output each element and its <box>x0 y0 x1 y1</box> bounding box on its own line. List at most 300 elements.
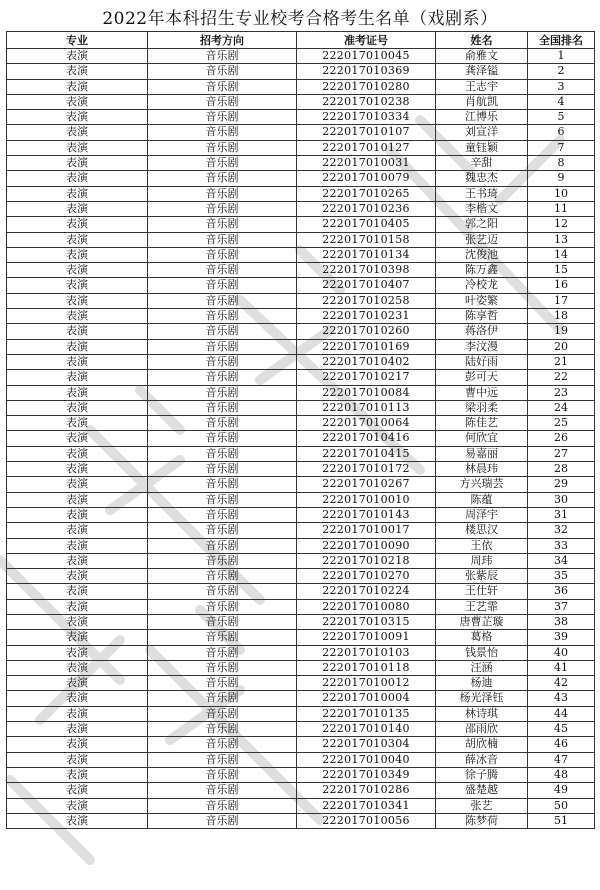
table-row <box>7 79 595 94</box>
cell-rank: 2 <box>528 64 595 79</box>
cell-exam-id: 222017010134 <box>297 247 436 262</box>
cell-direction: 音乐剧 <box>148 400 297 415</box>
cell-major: 表演 <box>7 446 148 461</box>
cell-exam-id: 222017010031 <box>297 156 436 171</box>
cell-exam-id: 222017010270 <box>297 569 436 584</box>
cell-exam-id: 222017010265 <box>297 186 436 201</box>
cell-major: 表演 <box>7 737 148 752</box>
cell-rank: 33 <box>528 538 595 553</box>
table-row <box>7 630 595 645</box>
cell-direction: 音乐剧 <box>148 64 297 79</box>
cell-rank: 31 <box>528 507 595 522</box>
cell-name: 方兴瑞芸 <box>436 477 528 492</box>
table-row <box>7 247 595 262</box>
cell-name: 楼思汉 <box>436 523 528 538</box>
cell-rank: 5 <box>528 110 595 125</box>
table-row <box>7 584 595 599</box>
cell-rank: 49 <box>528 783 595 798</box>
cell-exam-id: 222017010341 <box>297 798 436 813</box>
table-row <box>7 492 595 507</box>
cell-rank: 20 <box>528 339 595 354</box>
cell-exam-id: 222017010415 <box>297 446 436 461</box>
cell-name: 徐子腾 <box>436 767 528 782</box>
cell-exam-id: 222017010135 <box>297 706 436 721</box>
table-row <box>7 217 595 232</box>
cell-major: 表演 <box>7 660 148 675</box>
cell-name: 张艺迈 <box>436 232 528 247</box>
page-title: 2022年本科招生专业校考合格考生名单（戏剧系） <box>102 9 498 29</box>
cell-rank: 34 <box>528 553 595 568</box>
cell-exam-id: 222017010084 <box>297 385 436 400</box>
cell-name: 杨迪 <box>436 676 528 691</box>
cell-major: 表演 <box>7 477 148 492</box>
table-row <box>7 64 595 79</box>
cell-direction: 音乐剧 <box>148 752 297 767</box>
table-row <box>7 507 595 522</box>
cell-name: 郭之阳 <box>436 217 528 232</box>
table-row <box>7 324 595 339</box>
cell-exam-id: 222017010402 <box>297 354 436 369</box>
cell-name: 辛甜 <box>436 156 528 171</box>
cell-major: 表演 <box>7 752 148 767</box>
cell-direction: 音乐剧 <box>148 217 297 232</box>
cell-direction: 音乐剧 <box>148 813 297 828</box>
cell-rank: 4 <box>528 94 595 109</box>
table-row <box>7 767 595 782</box>
cell-exam-id: 222017010304 <box>297 737 436 752</box>
cell-name: 张艺 <box>436 798 528 813</box>
table-row <box>7 416 595 431</box>
cell-major: 表演 <box>7 79 148 94</box>
cell-major: 表演 <box>7 263 148 278</box>
cell-exam-id: 222017010315 <box>297 614 436 629</box>
cell-major: 表演 <box>7 354 148 369</box>
table-row <box>7 722 595 737</box>
table-row <box>7 186 595 201</box>
cell-major: 表演 <box>7 110 148 125</box>
cell-major: 表演 <box>7 140 148 155</box>
cell-major: 表演 <box>7 462 148 477</box>
cell-name: 李楷文 <box>436 201 528 216</box>
cell-major: 表演 <box>7 599 148 614</box>
cell-direction: 音乐剧 <box>148 79 297 94</box>
cell-direction: 音乐剧 <box>148 676 297 691</box>
cell-rank: 47 <box>528 752 595 767</box>
cell-rank: 15 <box>528 263 595 278</box>
cell-exam-id: 222017010169 <box>297 339 436 354</box>
table-row <box>7 431 595 446</box>
cell-major: 表演 <box>7 247 148 262</box>
cell-rank: 16 <box>528 278 595 293</box>
cell-rank: 27 <box>528 446 595 461</box>
cell-exam-id: 222017010010 <box>297 492 436 507</box>
cell-rank: 50 <box>528 798 595 813</box>
cell-direction: 音乐剧 <box>148 767 297 782</box>
cell-name: 何欣宜 <box>436 431 528 446</box>
cell-direction: 音乐剧 <box>148 477 297 492</box>
cell-direction: 音乐剧 <box>148 247 297 262</box>
cell-name: 刘宣洋 <box>436 125 528 140</box>
table-row <box>7 171 595 186</box>
cell-rank: 10 <box>528 186 595 201</box>
cell-rank: 14 <box>528 247 595 262</box>
table-row <box>7 752 595 767</box>
cell-major: 表演 <box>7 385 148 400</box>
table-row <box>7 691 595 706</box>
table-row <box>7 462 595 477</box>
table-row <box>7 49 595 64</box>
cell-name: 陆好雨 <box>436 354 528 369</box>
cell-exam-id: 222017010238 <box>297 94 436 109</box>
table-row <box>7 110 595 125</box>
cell-name: 周泽宇 <box>436 507 528 522</box>
cell-exam-id: 222017010224 <box>297 584 436 599</box>
header-direction: 招考方向 <box>148 32 297 49</box>
cell-name: 叶姿繁 <box>436 293 528 308</box>
cell-exam-id: 222017010231 <box>297 309 436 324</box>
cell-name: 葛格 <box>436 630 528 645</box>
cell-rank: 44 <box>528 706 595 721</box>
cell-direction: 音乐剧 <box>148 232 297 247</box>
cell-exam-id: 222017010056 <box>297 813 436 828</box>
cell-major: 表演 <box>7 94 148 109</box>
cell-rank: 48 <box>528 767 595 782</box>
cell-name: 陈享哲 <box>436 309 528 324</box>
header-rank: 全国排名 <box>528 32 595 49</box>
table-row <box>7 293 595 308</box>
table-row <box>7 569 595 584</box>
cell-rank: 46 <box>528 737 595 752</box>
cell-direction: 音乐剧 <box>148 599 297 614</box>
cell-exam-id: 222017010045 <box>297 49 436 64</box>
cell-name: 陈佳艺 <box>436 416 528 431</box>
cell-major: 表演 <box>7 630 148 645</box>
cell-rank: 26 <box>528 431 595 446</box>
table-row <box>7 783 595 798</box>
cell-major: 表演 <box>7 783 148 798</box>
cell-name: 盛楚越 <box>436 783 528 798</box>
cell-exam-id: 222017010158 <box>297 232 436 247</box>
cell-major: 表演 <box>7 538 148 553</box>
cell-exam-id: 222017010080 <box>297 599 436 614</box>
cell-name: 沈俊池 <box>436 247 528 262</box>
cell-major: 表演 <box>7 370 148 385</box>
cell-direction: 音乐剧 <box>148 263 297 278</box>
cell-major: 表演 <box>7 645 148 660</box>
cell-major: 表演 <box>7 293 148 308</box>
cell-rank: 17 <box>528 293 595 308</box>
cell-name: 李汶漫 <box>436 339 528 354</box>
cell-exam-id: 222017010369 <box>297 64 436 79</box>
cell-direction: 音乐剧 <box>148 156 297 171</box>
cell-rank: 38 <box>528 614 595 629</box>
table-row <box>7 523 595 538</box>
table-row <box>7 201 595 216</box>
cell-exam-id: 222017010217 <box>297 370 436 385</box>
table-row <box>7 706 595 721</box>
cell-rank: 30 <box>528 492 595 507</box>
table-row <box>7 737 595 752</box>
cell-direction: 音乐剧 <box>148 783 297 798</box>
cell-name: 王志宇 <box>436 79 528 94</box>
cell-rank: 3 <box>528 79 595 94</box>
cell-major: 表演 <box>7 523 148 538</box>
table-row <box>7 370 595 385</box>
table-row <box>7 538 595 553</box>
cell-rank: 43 <box>528 691 595 706</box>
cell-exam-id: 222017010004 <box>297 691 436 706</box>
cell-exam-id: 222017010127 <box>297 140 436 155</box>
cell-name: 胡欣楠 <box>436 737 528 752</box>
cell-major: 表演 <box>7 813 148 828</box>
table-row <box>7 232 595 247</box>
cell-direction: 音乐剧 <box>148 171 297 186</box>
cell-direction: 音乐剧 <box>148 630 297 645</box>
cell-exam-id: 222017010405 <box>297 217 436 232</box>
cell-direction: 音乐剧 <box>148 584 297 599</box>
cell-major: 表演 <box>7 722 148 737</box>
cell-exam-id: 222017010140 <box>297 722 436 737</box>
cell-exam-id: 222017010090 <box>297 538 436 553</box>
cell-exam-id: 222017010258 <box>297 293 436 308</box>
table-row <box>7 309 595 324</box>
cell-name: 邵雨欣 <box>436 722 528 737</box>
cell-direction: 音乐剧 <box>148 309 297 324</box>
table-row <box>7 660 595 675</box>
cell-direction: 音乐剧 <box>148 569 297 584</box>
cell-direction: 音乐剧 <box>148 722 297 737</box>
cell-exam-id: 222017010172 <box>297 462 436 477</box>
cell-major: 表演 <box>7 431 148 446</box>
cell-rank: 32 <box>528 523 595 538</box>
cell-major: 表演 <box>7 400 148 415</box>
cell-major: 表演 <box>7 492 148 507</box>
cell-direction: 音乐剧 <box>148 538 297 553</box>
cell-major: 表演 <box>7 553 148 568</box>
cell-name: 王书琦 <box>436 186 528 201</box>
cell-exam-id: 222017010091 <box>297 630 436 645</box>
cell-major: 表演 <box>7 676 148 691</box>
cell-name: 童钰颖 <box>436 140 528 155</box>
cell-exam-id: 222017010398 <box>297 263 436 278</box>
cell-major: 表演 <box>7 614 148 629</box>
cell-name: 蒋洛伊 <box>436 324 528 339</box>
cell-name: 陈梦荷 <box>436 813 528 828</box>
cell-rank: 51 <box>528 813 595 828</box>
cell-exam-id: 222017010280 <box>297 79 436 94</box>
cell-major: 表演 <box>7 416 148 431</box>
cell-major: 表演 <box>7 569 148 584</box>
table-row <box>7 400 595 415</box>
cell-rank: 23 <box>528 385 595 400</box>
cell-major: 表演 <box>7 706 148 721</box>
cell-major: 表演 <box>7 156 148 171</box>
cell-direction: 音乐剧 <box>148 523 297 538</box>
table-row <box>7 156 595 171</box>
cell-direction: 音乐剧 <box>148 354 297 369</box>
cell-rank: 37 <box>528 599 595 614</box>
table-row <box>7 599 595 614</box>
cell-name: 梁羽柔 <box>436 400 528 415</box>
cell-name: 龚泽镒 <box>436 64 528 79</box>
cell-name: 王仕轩 <box>436 584 528 599</box>
cell-direction: 音乐剧 <box>148 49 297 64</box>
cell-major: 表演 <box>7 217 148 232</box>
cell-rank: 42 <box>528 676 595 691</box>
table-row <box>7 798 595 813</box>
cell-major: 表演 <box>7 767 148 782</box>
cell-direction: 音乐剧 <box>148 140 297 155</box>
cell-major: 表演 <box>7 324 148 339</box>
cell-direction: 音乐剧 <box>148 798 297 813</box>
header-exam-id: 准考证号 <box>297 32 436 49</box>
table-header-row <box>7 32 595 49</box>
cell-name: 唐曹芷璇 <box>436 614 528 629</box>
cell-rank: 41 <box>528 660 595 675</box>
cell-direction: 音乐剧 <box>148 186 297 201</box>
cell-exam-id: 222017010012 <box>297 676 436 691</box>
cell-rank: 29 <box>528 477 595 492</box>
cell-major: 表演 <box>7 201 148 216</box>
table-row <box>7 645 595 660</box>
cell-direction: 音乐剧 <box>148 201 297 216</box>
cell-direction: 音乐剧 <box>148 110 297 125</box>
cell-name: 王依 <box>436 538 528 553</box>
cell-direction: 音乐剧 <box>148 385 297 400</box>
cell-direction: 音乐剧 <box>148 706 297 721</box>
cell-name: 陈蕴 <box>436 492 528 507</box>
cell-exam-id: 222017010143 <box>297 507 436 522</box>
cell-rank: 9 <box>528 171 595 186</box>
cell-name: 曹中远 <box>436 385 528 400</box>
cell-name: 汪涵 <box>436 660 528 675</box>
table-row <box>7 614 595 629</box>
cell-name: 肖航凯 <box>436 94 528 109</box>
cell-exam-id: 222017010103 <box>297 645 436 660</box>
cell-direction: 音乐剧 <box>148 339 297 354</box>
cell-name: 林晨玮 <box>436 462 528 477</box>
cell-exam-id: 222017010064 <box>297 416 436 431</box>
cell-major: 表演 <box>7 186 148 201</box>
candidate-table <box>6 31 595 829</box>
cell-rank: 7 <box>528 140 595 155</box>
cell-rank: 24 <box>528 400 595 415</box>
cell-direction: 音乐剧 <box>148 324 297 339</box>
table-row <box>7 813 595 828</box>
cell-major: 表演 <box>7 309 148 324</box>
cell-exam-id: 222017010079 <box>297 171 436 186</box>
cell-name: 周玮 <box>436 553 528 568</box>
cell-exam-id: 222017010107 <box>297 125 436 140</box>
cell-direction: 音乐剧 <box>148 507 297 522</box>
cell-exam-id: 222017010349 <box>297 767 436 782</box>
table-row <box>7 339 595 354</box>
cell-major: 表演 <box>7 171 148 186</box>
cell-direction: 音乐剧 <box>148 431 297 446</box>
cell-name: 江博乐 <box>436 110 528 125</box>
cell-major: 表演 <box>7 798 148 813</box>
cell-exam-id: 222017010334 <box>297 110 436 125</box>
cell-direction: 音乐剧 <box>148 370 297 385</box>
cell-name: 彭可天 <box>436 370 528 385</box>
table-row <box>7 278 595 293</box>
cell-rank: 40 <box>528 645 595 660</box>
cell-direction: 音乐剧 <box>148 293 297 308</box>
cell-direction: 音乐剧 <box>148 278 297 293</box>
cell-rank: 8 <box>528 156 595 171</box>
cell-major: 表演 <box>7 691 148 706</box>
cell-rank: 6 <box>528 125 595 140</box>
table-row <box>7 477 595 492</box>
cell-rank: 19 <box>528 324 595 339</box>
cell-exam-id: 222017010113 <box>297 400 436 415</box>
cell-rank: 45 <box>528 722 595 737</box>
cell-direction: 音乐剧 <box>148 94 297 109</box>
cell-direction: 音乐剧 <box>148 737 297 752</box>
cell-rank: 13 <box>528 232 595 247</box>
cell-rank: 35 <box>528 569 595 584</box>
table-row <box>7 553 595 568</box>
table-row <box>7 385 595 400</box>
cell-name: 魏忠杰 <box>436 171 528 186</box>
cell-name: 易嘉丽 <box>436 446 528 461</box>
cell-rank: 36 <box>528 584 595 599</box>
cell-direction: 音乐剧 <box>148 446 297 461</box>
cell-name: 林诗琪 <box>436 706 528 721</box>
cell-direction: 音乐剧 <box>148 660 297 675</box>
table-row <box>7 676 595 691</box>
cell-name: 陈万鑫 <box>436 263 528 278</box>
header-name: 姓名 <box>436 32 528 49</box>
cell-name: 薛冰音 <box>436 752 528 767</box>
cell-major: 表演 <box>7 49 148 64</box>
cell-exam-id: 222017010236 <box>297 201 436 216</box>
cell-rank: 11 <box>528 201 595 216</box>
cell-exam-id: 222017010286 <box>297 783 436 798</box>
cell-name: 冷校龙 <box>436 278 528 293</box>
cell-direction: 音乐剧 <box>148 614 297 629</box>
cell-rank: 18 <box>528 309 595 324</box>
cell-major: 表演 <box>7 339 148 354</box>
cell-name: 钱景怡 <box>436 645 528 660</box>
table-row <box>7 263 595 278</box>
cell-major: 表演 <box>7 507 148 522</box>
table-row <box>7 140 595 155</box>
cell-direction: 音乐剧 <box>148 462 297 477</box>
cell-name: 张紫辰 <box>436 569 528 584</box>
cell-major: 表演 <box>7 278 148 293</box>
cell-direction: 音乐剧 <box>148 125 297 140</box>
cell-exam-id: 222017010407 <box>297 278 436 293</box>
cell-direction: 音乐剧 <box>148 645 297 660</box>
cell-direction: 音乐剧 <box>148 416 297 431</box>
cell-major: 表演 <box>7 125 148 140</box>
table-row <box>7 94 595 109</box>
cell-exam-id: 222017010267 <box>297 477 436 492</box>
header-major: 专业 <box>7 32 148 49</box>
cell-name: 王艺霏 <box>436 599 528 614</box>
cell-exam-id: 222017010017 <box>297 523 436 538</box>
table-row <box>7 354 595 369</box>
cell-rank: 39 <box>528 630 595 645</box>
cell-name: 俞雅文 <box>436 49 528 64</box>
cell-exam-id: 222017010218 <box>297 553 436 568</box>
cell-rank: 21 <box>528 354 595 369</box>
cell-rank: 12 <box>528 217 595 232</box>
cell-exam-id: 222017010416 <box>297 431 436 446</box>
cell-direction: 音乐剧 <box>148 691 297 706</box>
cell-rank: 1 <box>528 49 595 64</box>
